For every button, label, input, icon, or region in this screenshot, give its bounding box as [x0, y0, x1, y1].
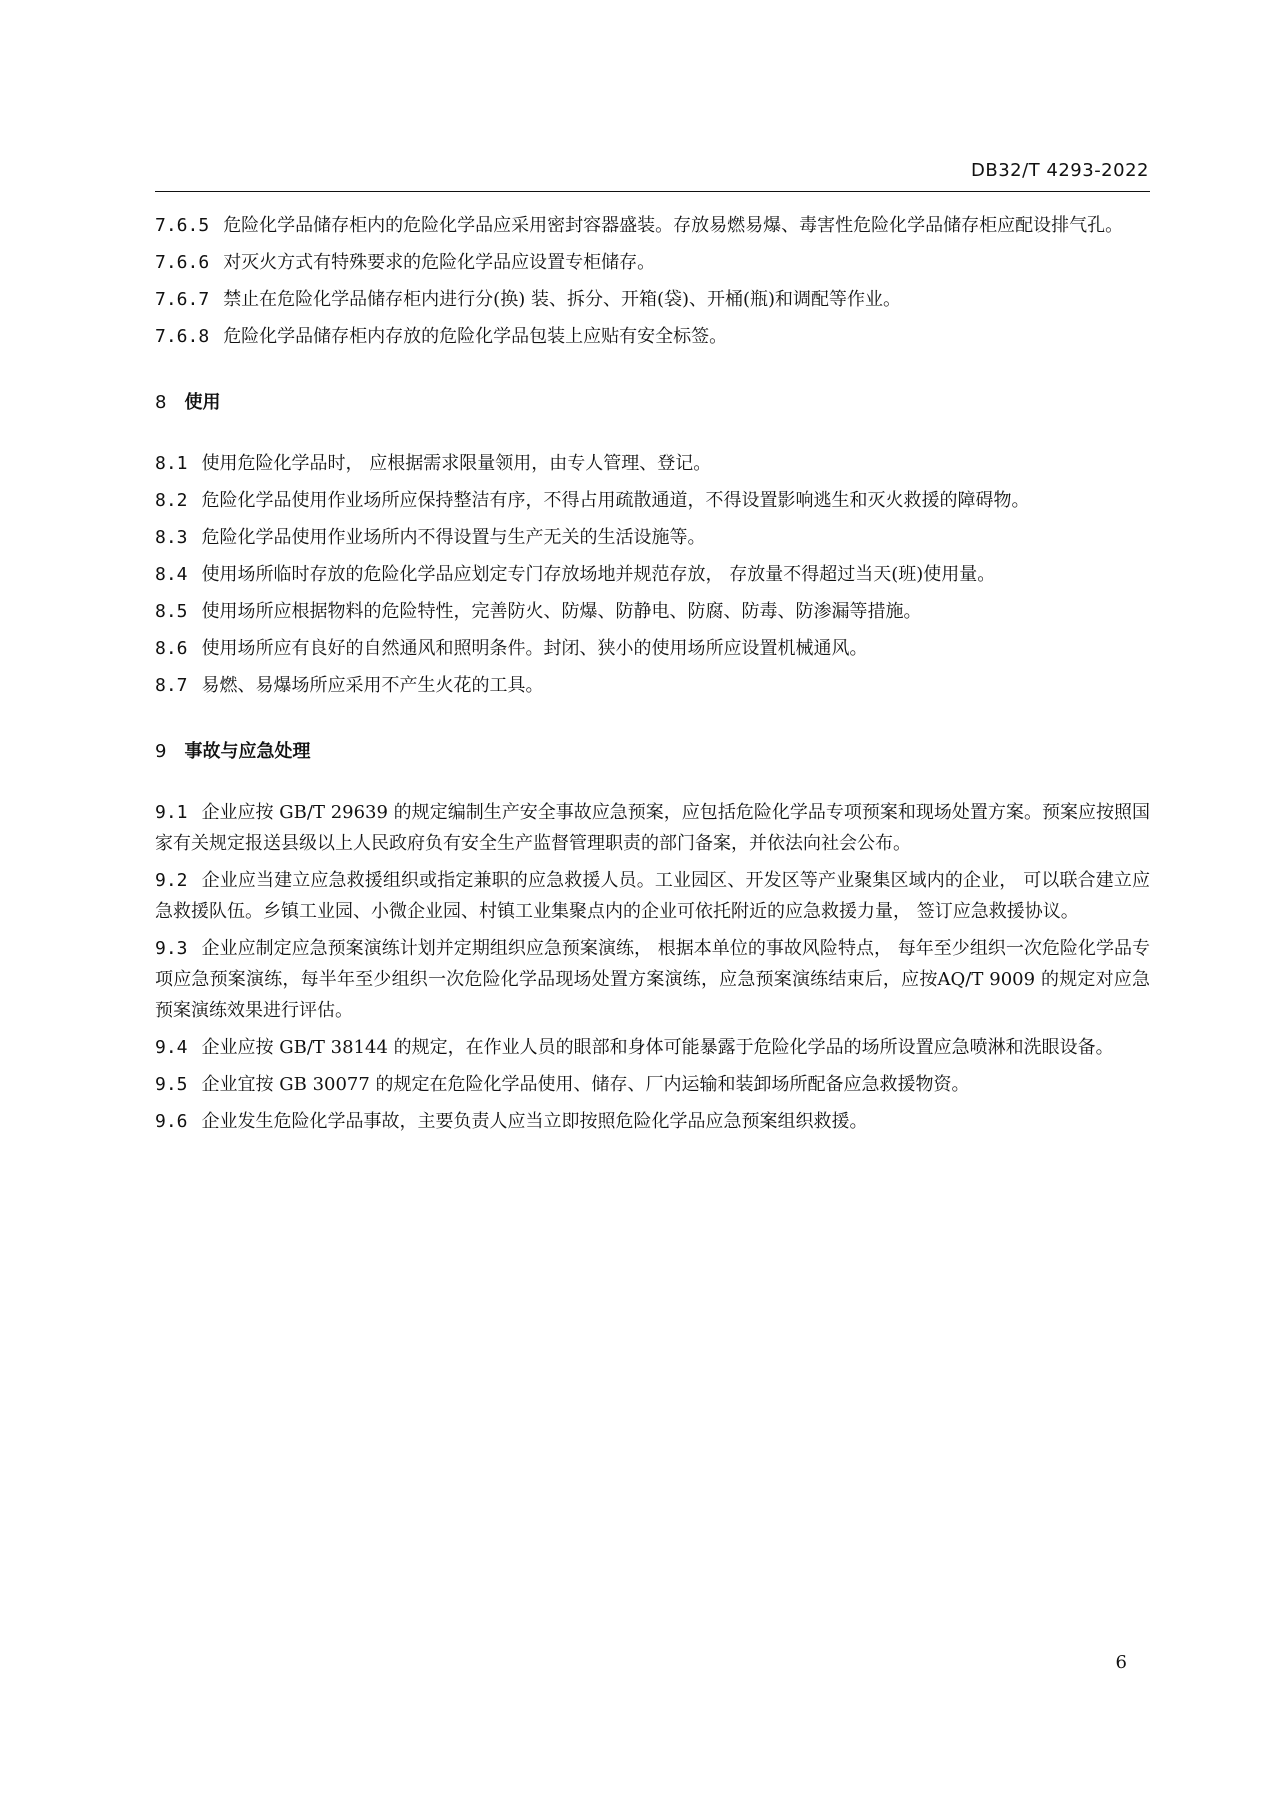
clause-8-7	[155, 670, 1150, 701]
header-divider	[155, 191, 1150, 192]
clause-text: 使用场所应有良好的自然通风和照明条件。封闭、狭小的使用场所应设置机械通风。	[201, 638, 868, 659]
clause-number: 9.1	[155, 802, 188, 823]
clause-text: 对灭火方式有特殊要求的危险化学品应设置专柜储存。	[223, 252, 656, 273]
clause-9-1	[155, 797, 1150, 859]
clause-number: 7.6.8	[155, 326, 210, 347]
clause-text: 企业发生危险化学品事故，主要负责人应当立即按照危险化学品应急预案组织救援。	[201, 1111, 868, 1132]
page-number: 6	[1115, 1652, 1127, 1673]
clause-number: 8.3	[155, 527, 188, 548]
clause-number: 7.6.6	[155, 252, 210, 273]
clause-7-6-6	[155, 247, 1150, 278]
clause-text: 企业应制定应急预案演练计划并定期组织应急预案演练， 根据本单位的事故风险特点， 每年至少组织一次危险化学品专项应急预案演练，每半年至少组织一次危险化学品现场处置方案演练，应急预案演练结束后，应按AQ/T 9009 的规定对应急预案演练效果进行评估。	[155, 938, 1150, 1021]
section-9-heading	[155, 737, 1150, 763]
clause-text: 企业应按 GB/T 29639 的规定编制生产安全事故应急预案，应包括危险化学品专项预案和现场处置方案。预案应按照国家有关规定报送县级以上人民政府负有安全生产监督管理职责的部门备案，并依法向社会公布。	[155, 802, 1150, 854]
clause-9-3	[155, 933, 1150, 1026]
clause-7-6-8	[155, 321, 1150, 352]
clause-8-1	[155, 448, 1150, 479]
clause-number: 9.5	[155, 1074, 188, 1095]
clause-number: 8.4	[155, 564, 188, 585]
clause-number: 8.1	[155, 453, 188, 474]
clause-number: 7.6.5	[155, 215, 210, 236]
clause-text: 危险化学品储存柜内的危险化学品应采用密封容器盛装。存放易燃易爆、毒害性危险化学品储存柜应配设排气孔。	[223, 215, 1124, 236]
clause-7-6-7	[155, 284, 1150, 315]
clause-8-4	[155, 559, 1150, 590]
clause-number: 7.6.7	[155, 289, 210, 310]
clause-9-5	[155, 1069, 1150, 1100]
clause-number: 9.6	[155, 1111, 188, 1132]
section-8-heading	[155, 388, 1150, 414]
clause-number: 8.6	[155, 638, 188, 659]
clause-text: 企业应当建立应急救援组织或指定兼职的应急救援人员。工业园区、开发区等产业聚集区域内的企业， 可以联合建立应急救援队伍。乡镇工业园、小微企业园、村镇工业集聚点内的企业可依托附近的应急救援力量， 签订应急救援协议。	[155, 870, 1150, 922]
clause-number: 8.2	[155, 490, 188, 511]
clause-text: 企业宜按 GB 30077 的规定在危险化学品使用、储存、厂内运输和装卸场所配备应急救援物资。	[201, 1074, 970, 1095]
clause-9-6	[155, 1106, 1150, 1137]
clause-text: 危险化学品使用作业场所内不得设置与生产无关的生活设施等。	[201, 527, 706, 548]
section-title: 事故与应急处理	[184, 741, 311, 762]
clause-number: 9.3	[155, 938, 188, 959]
document-code: DB32/T 4293-2022	[970, 160, 1149, 181]
clause-number: 8.7	[155, 675, 188, 696]
clause-text: 企业应按 GB/T 38144 的规定，在作业人员的眼部和身体可能暴露于危险化学品的场所设置应急喷淋和洗眼设备。	[201, 1037, 1114, 1058]
clause-number: 8.5	[155, 601, 188, 622]
clause-8-2	[155, 485, 1150, 516]
clause-text: 使用危险化学品时， 应根据需求限量领用，由专人管理、登记。	[201, 453, 712, 474]
clause-8-6	[155, 633, 1150, 664]
clause-text: 使用场所临时存放的危险化学品应划定专门存放场地并规范存放， 存放量不得超过当天(班)使用量。	[201, 564, 996, 585]
section-7-continued	[155, 210, 1150, 352]
clause-text: 危险化学品使用作业场所应保持整洁有序，不得占用疏散通道，不得设置影响逃生和灭火救援的障碍物。	[201, 490, 1030, 511]
clause-text: 危险化学品储存柜内存放的危险化学品包装上应贴有安全标签。	[223, 326, 728, 347]
clause-text: 使用场所应根据物料的危险特性，完善防火、防爆、防静电、防腐、防毒、防渗漏等措施。	[201, 601, 922, 622]
section-title: 使用	[184, 392, 221, 413]
clause-9-2	[155, 865, 1150, 927]
section-number: 9	[155, 741, 167, 762]
clause-number: 9.4	[155, 1037, 188, 1058]
document-body	[155, 210, 1150, 1143]
clause-text: 易燃、易爆场所应采用不产生火花的工具。	[201, 675, 544, 696]
section-9	[155, 797, 1150, 1137]
clause-7-6-5	[155, 210, 1150, 241]
section-number: 8	[155, 392, 167, 413]
clause-text: 禁止在危险化学品储存柜内进行分(换) 装、拆分、开箱(袋)、开桶(瓶)和调配等作业。	[223, 289, 902, 310]
section-8	[155, 448, 1150, 701]
clause-8-5	[155, 596, 1150, 627]
clause-9-4	[155, 1032, 1150, 1063]
clause-number: 9.2	[155, 870, 188, 891]
clause-8-3	[155, 522, 1150, 553]
